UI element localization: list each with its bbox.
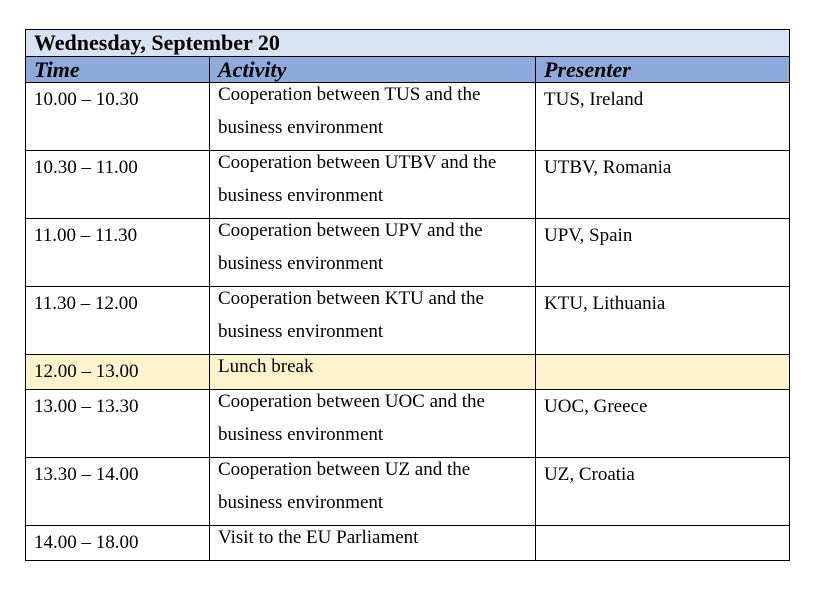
activity-line: business environment bbox=[218, 185, 384, 206]
presenter-cell: UZ, Croatia bbox=[536, 458, 790, 526]
activity-cell bbox=[210, 390, 536, 458]
activity-line: Cooperation between UTBV and the bbox=[218, 152, 497, 173]
activity-cell bbox=[210, 83, 536, 151]
activity-cell bbox=[210, 151, 536, 219]
header-row bbox=[26, 57, 790, 83]
presenter-cell: UPV, Spain bbox=[536, 219, 790, 287]
table-row bbox=[26, 83, 790, 151]
time-cell: 10.00 – 10.30 bbox=[26, 83, 210, 151]
presenter-cell bbox=[536, 526, 790, 561]
header-presenter: Presenter bbox=[536, 57, 790, 83]
table-row bbox=[26, 219, 790, 287]
presenter-cell bbox=[536, 355, 790, 390]
activity-line: Lunch break bbox=[218, 356, 314, 377]
time-cell: 10.30 – 11.00 bbox=[26, 151, 210, 219]
activity-line: business environment bbox=[218, 253, 384, 274]
time-cell: 13.30 – 14.00 bbox=[26, 458, 210, 526]
activity-line: business environment bbox=[218, 424, 384, 445]
time-cell: 13.00 – 13.30 bbox=[26, 390, 210, 458]
header-time: Time bbox=[26, 57, 210, 83]
table-row bbox=[26, 287, 790, 355]
table-row bbox=[26, 458, 790, 526]
activity-line: Cooperation between TUS and the bbox=[218, 84, 481, 105]
activity-line: Cooperation between UOC and the bbox=[218, 391, 485, 412]
presenter-cell: KTU, Lithuania bbox=[536, 287, 790, 355]
activity-line: Cooperation between UZ and the bbox=[218, 459, 471, 480]
activity-line: business environment bbox=[218, 492, 384, 513]
presenter-cell: UTBV, Romania bbox=[536, 151, 790, 219]
time-cell: 11.00 – 11.30 bbox=[26, 219, 210, 287]
activity-cell bbox=[210, 287, 536, 355]
time-cell: 12.00 – 13.00 bbox=[26, 355, 210, 390]
activity-cell bbox=[210, 219, 536, 287]
day-title: Wednesday, September 20 bbox=[26, 30, 790, 57]
presenter-cell: TUS, Ireland bbox=[536, 83, 790, 151]
activity-cell bbox=[210, 355, 536, 390]
table-row-lunch-break bbox=[26, 355, 790, 390]
activity-line: Cooperation between KTU and the bbox=[218, 288, 484, 309]
table-row bbox=[26, 390, 790, 458]
activity-line: Visit to the EU Parliament bbox=[218, 527, 419, 548]
activity-cell bbox=[210, 458, 536, 526]
table-row bbox=[26, 151, 790, 219]
day-title-row bbox=[26, 30, 790, 57]
time-cell: 14.00 – 18.00 bbox=[26, 526, 210, 561]
activity-cell bbox=[210, 526, 536, 561]
table-row bbox=[26, 526, 790, 561]
agenda-table bbox=[25, 29, 790, 561]
time-cell: 11.30 – 12.00 bbox=[26, 287, 210, 355]
activity-line: business environment bbox=[218, 321, 384, 342]
activity-line: business environment bbox=[218, 117, 384, 138]
header-activity: Activity bbox=[210, 57, 536, 83]
presenter-cell: UOC, Greece bbox=[536, 390, 790, 458]
activity-line: Cooperation between UPV and the bbox=[218, 220, 483, 241]
